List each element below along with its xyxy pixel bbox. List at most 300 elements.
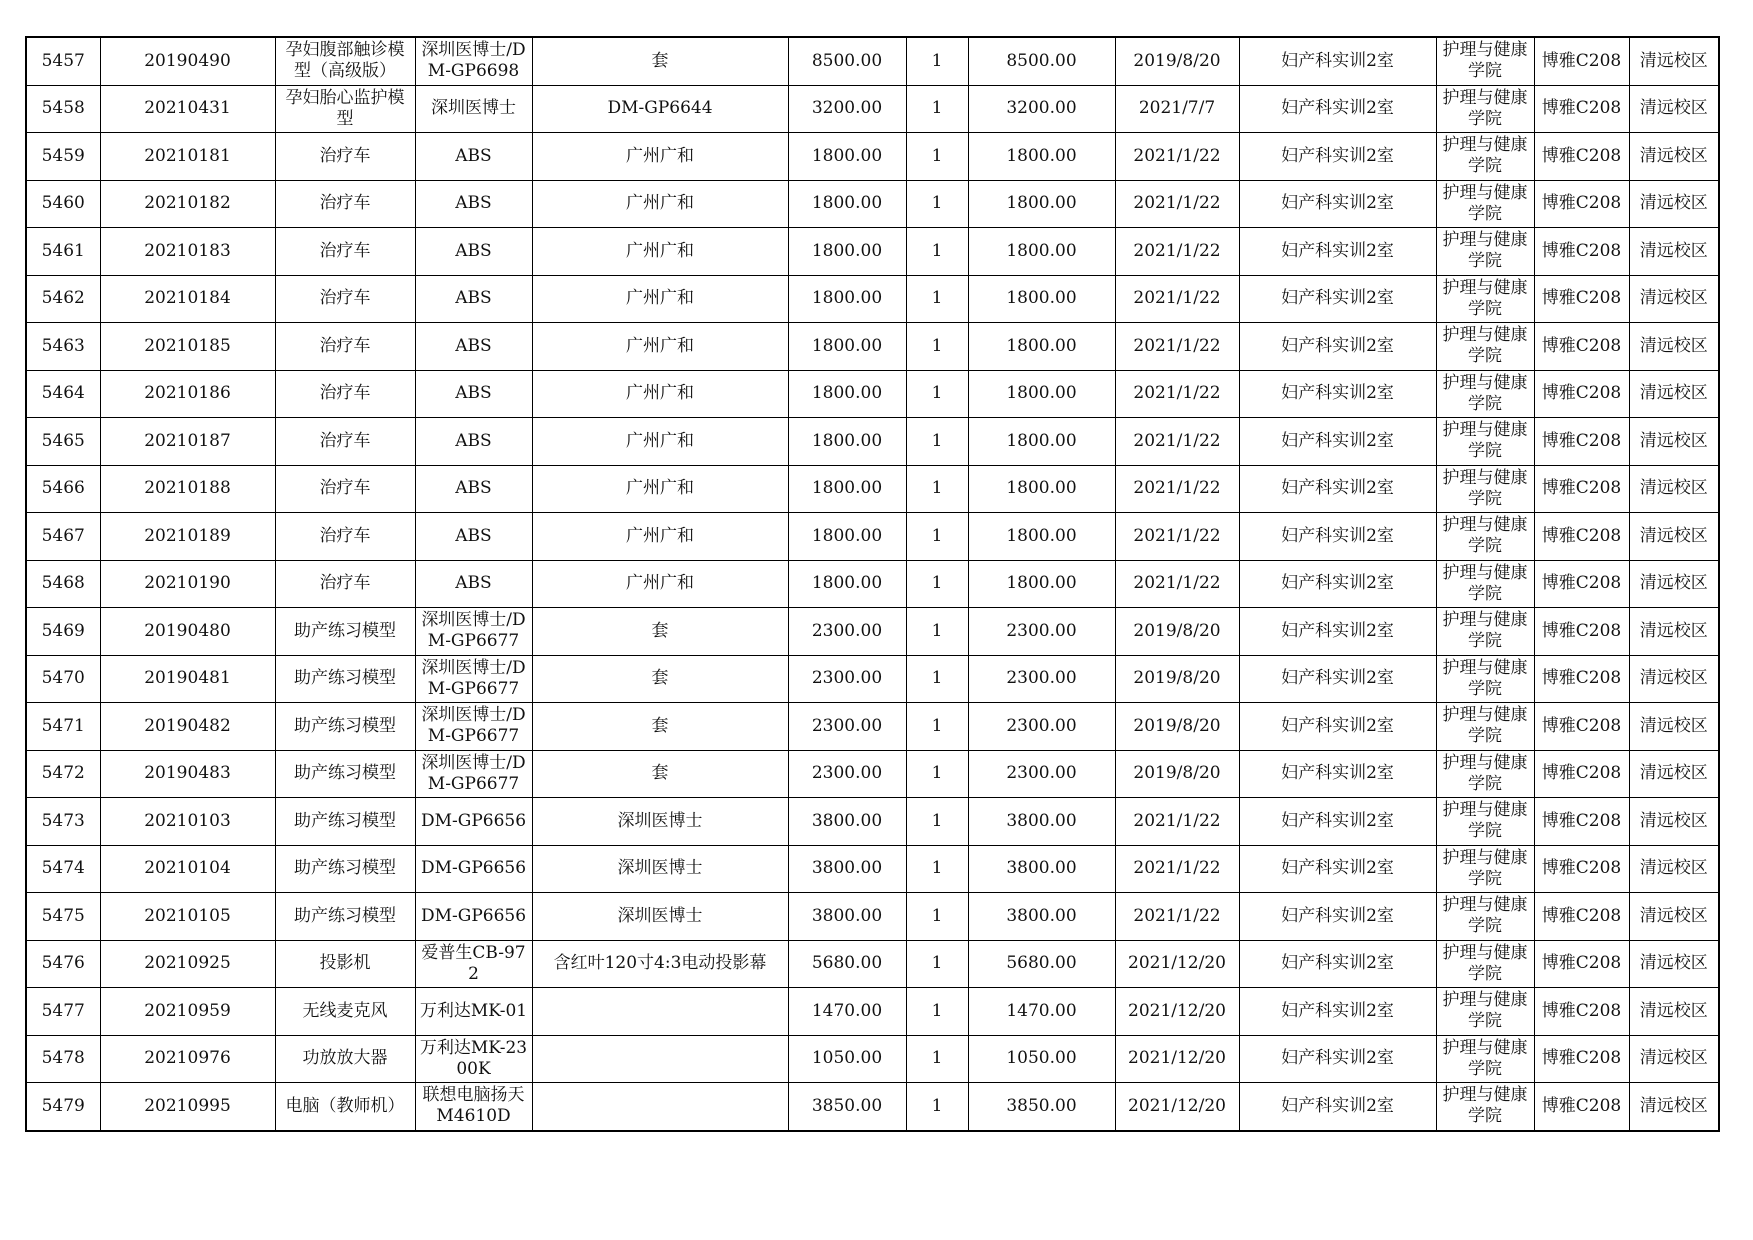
quantity-cell: 1 [906,750,968,798]
model-cell: 联想电脑扬天M4610D [415,1083,532,1131]
lab-room-cell: 妇产科实训2室 [1239,988,1436,1036]
table-row [26,180,1719,228]
spec-cell: 深圳医博士 [532,845,788,893]
spec-cell: 广州广和 [532,418,788,466]
location-cell: 博雅C208 [1534,893,1629,941]
purchase-date-cell: 2021/1/22 [1115,275,1239,323]
location-cell: 博雅C208 [1534,133,1629,181]
unit-price-cell: 1800.00 [788,418,906,466]
amount-cell: 5680.00 [968,940,1115,988]
asset-code-cell: 20210925 [100,940,275,988]
item-name-cell: 治疗车 [275,323,415,371]
location-cell: 博雅C208 [1534,465,1629,513]
model-cell: ABS [415,323,532,371]
location-cell: 博雅C208 [1534,560,1629,608]
purchase-date-cell: 2019/8/20 [1115,37,1239,85]
item-name-cell: 治疗车 [275,560,415,608]
item-name-cell: 助产练习模型 [275,608,415,656]
unit-price-cell: 2300.00 [788,750,906,798]
table-row [26,798,1719,846]
model-cell: 深圳医博士/DM-GP6677 [415,703,532,751]
table-row [26,37,1719,85]
amount-cell: 1800.00 [968,180,1115,228]
unit-price-cell: 2300.00 [788,608,906,656]
spec-cell: 广州广和 [532,560,788,608]
campus-cell: 清远校区 [1629,85,1719,133]
inventory-sheet [25,36,1720,1132]
unit-price-cell: 8500.00 [788,37,906,85]
model-cell: 深圳医博士/DM-GP6698 [415,37,532,85]
table-row [26,465,1719,513]
lab-room-cell: 妇产科实训2室 [1239,465,1436,513]
spec-cell: 广州广和 [532,275,788,323]
quantity-cell: 1 [906,465,968,513]
row-number-cell: 5467 [26,513,100,561]
campus-cell: 清远校区 [1629,1083,1719,1131]
row-number-cell: 5460 [26,180,100,228]
model-cell: ABS [415,180,532,228]
purchase-date-cell: 2021/12/20 [1115,1035,1239,1083]
table-body [26,37,1719,1131]
row-number-cell: 5472 [26,750,100,798]
model-cell: ABS [415,275,532,323]
amount-cell: 2300.00 [968,655,1115,703]
spec-cell: 广州广和 [532,323,788,371]
asset-code-cell: 20210190 [100,560,275,608]
amount-cell: 3200.00 [968,85,1115,133]
purchase-date-cell: 2021/12/20 [1115,1083,1239,1131]
campus-cell: 清远校区 [1629,180,1719,228]
amount-cell: 1470.00 [968,988,1115,1036]
model-cell: ABS [415,370,532,418]
unit-price-cell: 1800.00 [788,465,906,513]
lab-room-cell: 妇产科实训2室 [1239,1035,1436,1083]
asset-code-cell: 20210181 [100,133,275,181]
asset-code-cell: 20190482 [100,703,275,751]
unit-price-cell: 1800.00 [788,275,906,323]
model-cell: 深圳医博士/DM-GP6677 [415,608,532,656]
campus-cell: 清远校区 [1629,370,1719,418]
model-cell: ABS [415,560,532,608]
item-name-cell: 治疗车 [275,180,415,228]
lab-room-cell: 妇产科实训2室 [1239,798,1436,846]
purchase-date-cell: 2019/8/20 [1115,655,1239,703]
item-name-cell: 助产练习模型 [275,893,415,941]
item-name-cell: 治疗车 [275,275,415,323]
row-number-cell: 5463 [26,323,100,371]
department-cell: 护理与健康学院 [1436,750,1534,798]
item-name-cell: 功放放大器 [275,1035,415,1083]
amount-cell: 2300.00 [968,703,1115,751]
quantity-cell: 1 [906,228,968,276]
purchase-date-cell: 2021/1/22 [1115,798,1239,846]
amount-cell: 8500.00 [968,37,1115,85]
campus-cell: 清远校区 [1629,798,1719,846]
amount-cell: 1800.00 [968,370,1115,418]
item-name-cell: 投影机 [275,940,415,988]
quantity-cell: 1 [906,940,968,988]
quantity-cell: 1 [906,418,968,466]
campus-cell: 清远校区 [1629,465,1719,513]
quantity-cell: 1 [906,893,968,941]
location-cell: 博雅C208 [1534,1083,1629,1131]
table-row [26,1035,1719,1083]
amount-cell: 1800.00 [968,418,1115,466]
asset-code-cell: 20210976 [100,1035,275,1083]
campus-cell: 清远校区 [1629,513,1719,561]
lab-room-cell: 妇产科实训2室 [1239,750,1436,798]
item-name-cell: 治疗车 [275,465,415,513]
unit-price-cell: 5680.00 [788,940,906,988]
item-name-cell: 助产练习模型 [275,845,415,893]
campus-cell: 清远校区 [1629,703,1719,751]
location-cell: 博雅C208 [1534,940,1629,988]
unit-price-cell: 1800.00 [788,323,906,371]
spec-cell [532,988,788,1036]
model-cell: ABS [415,418,532,466]
item-name-cell: 助产练习模型 [275,798,415,846]
campus-cell: 清远校区 [1629,323,1719,371]
model-cell: 深圳医博士/DM-GP6677 [415,750,532,798]
lab-room-cell: 妇产科实训2室 [1239,323,1436,371]
model-cell: DM-GP6656 [415,893,532,941]
lab-room-cell: 妇产科实训2室 [1239,1083,1436,1131]
quantity-cell: 1 [906,560,968,608]
row-number-cell: 5479 [26,1083,100,1131]
department-cell: 护理与健康学院 [1436,893,1534,941]
asset-code-cell: 20190483 [100,750,275,798]
spec-cell: 深圳医博士 [532,893,788,941]
unit-price-cell: 3800.00 [788,893,906,941]
quantity-cell: 1 [906,655,968,703]
location-cell: 博雅C208 [1534,370,1629,418]
unit-price-cell: 1800.00 [788,228,906,276]
unit-price-cell: 3850.00 [788,1083,906,1131]
location-cell: 博雅C208 [1534,85,1629,133]
asset-code-cell: 20210995 [100,1083,275,1131]
table-row [26,988,1719,1036]
campus-cell: 清远校区 [1629,275,1719,323]
spec-cell: 广州广和 [532,465,788,513]
quantity-cell: 1 [906,703,968,751]
department-cell: 护理与健康学院 [1436,37,1534,85]
location-cell: 博雅C208 [1534,703,1629,751]
model-cell: 深圳医博士 [415,85,532,133]
spec-cell: DM-GP6644 [532,85,788,133]
campus-cell: 清远校区 [1629,560,1719,608]
table-row [26,133,1719,181]
purchase-date-cell: 2021/1/22 [1115,228,1239,276]
asset-code-cell: 20210182 [100,180,275,228]
table-row [26,845,1719,893]
purchase-date-cell: 2021/1/22 [1115,323,1239,371]
model-cell: 万利达MK-2300K [415,1035,532,1083]
location-cell: 博雅C208 [1534,323,1629,371]
lab-room-cell: 妇产科实训2室 [1239,418,1436,466]
purchase-date-cell: 2019/8/20 [1115,608,1239,656]
lab-room-cell: 妇产科实训2室 [1239,370,1436,418]
unit-price-cell: 1800.00 [788,560,906,608]
row-number-cell: 5471 [26,703,100,751]
table-row [26,940,1719,988]
campus-cell: 清远校区 [1629,228,1719,276]
purchase-date-cell: 2021/1/22 [1115,893,1239,941]
spec-cell: 含红叶120寸4:3电动投影幕 [532,940,788,988]
location-cell: 博雅C208 [1534,655,1629,703]
lab-room-cell: 妇产科实训2室 [1239,275,1436,323]
item-name-cell: 治疗车 [275,133,415,181]
amount-cell: 2300.00 [968,750,1115,798]
purchase-date-cell: 2021/1/22 [1115,180,1239,228]
department-cell: 护理与健康学院 [1436,370,1534,418]
amount-cell: 1800.00 [968,275,1115,323]
lab-room-cell: 妇产科实训2室 [1239,608,1436,656]
quantity-cell: 1 [906,180,968,228]
purchase-date-cell: 2021/12/20 [1115,940,1239,988]
lab-room-cell: 妇产科实训2室 [1239,37,1436,85]
model-cell: ABS [415,465,532,513]
table-row [26,1083,1719,1131]
row-number-cell: 5475 [26,893,100,941]
campus-cell: 清远校区 [1629,940,1719,988]
asset-code-cell: 20190490 [100,37,275,85]
asset-code-cell: 20210189 [100,513,275,561]
department-cell: 护理与健康学院 [1436,1083,1534,1131]
row-number-cell: 5459 [26,133,100,181]
department-cell: 护理与健康学院 [1436,703,1534,751]
lab-room-cell: 妇产科实训2室 [1239,560,1436,608]
lab-room-cell: 妇产科实训2室 [1239,893,1436,941]
purchase-date-cell: 2021/1/22 [1115,465,1239,513]
model-cell: 万利达MK-01 [415,988,532,1036]
asset-code-cell: 20210187 [100,418,275,466]
spec-cell: 广州广和 [532,228,788,276]
campus-cell: 清远校区 [1629,37,1719,85]
spec-cell: 广州广和 [532,370,788,418]
unit-price-cell: 3800.00 [788,845,906,893]
department-cell: 护理与健康学院 [1436,655,1534,703]
department-cell: 护理与健康学院 [1436,845,1534,893]
row-number-cell: 5470 [26,655,100,703]
lab-room-cell: 妇产科实训2室 [1239,180,1436,228]
asset-code-cell: 20210185 [100,323,275,371]
asset-code-cell: 20210104 [100,845,275,893]
unit-price-cell: 3200.00 [788,85,906,133]
department-cell: 护理与健康学院 [1436,85,1534,133]
item-name-cell: 助产练习模型 [275,703,415,751]
amount-cell: 1800.00 [968,560,1115,608]
row-number-cell: 5464 [26,370,100,418]
amount-cell: 2300.00 [968,608,1115,656]
spec-cell: 广州广和 [532,133,788,181]
purchase-date-cell: 2021/1/22 [1115,370,1239,418]
amount-cell: 1050.00 [968,1035,1115,1083]
location-cell: 博雅C208 [1534,180,1629,228]
department-cell: 护理与健康学院 [1436,275,1534,323]
table-row [26,513,1719,561]
table-row [26,418,1719,466]
quantity-cell: 1 [906,37,968,85]
row-number-cell: 5466 [26,465,100,513]
location-cell: 博雅C208 [1534,418,1629,466]
department-cell: 护理与健康学院 [1436,1035,1534,1083]
row-number-cell: 5458 [26,85,100,133]
lab-room-cell: 妇产科实训2室 [1239,228,1436,276]
item-name-cell: 孕妇腹部触诊模型（高级版） [275,37,415,85]
item-name-cell: 治疗车 [275,228,415,276]
table-row [26,560,1719,608]
spec-cell: 广州广和 [532,513,788,561]
purchase-date-cell: 2019/8/20 [1115,703,1239,751]
campus-cell: 清远校区 [1629,845,1719,893]
purchase-date-cell: 2021/1/22 [1115,560,1239,608]
purchase-date-cell: 2021/1/22 [1115,513,1239,561]
model-cell: ABS [415,513,532,561]
row-number-cell: 5476 [26,940,100,988]
department-cell: 护理与健康学院 [1436,228,1534,276]
quantity-cell: 1 [906,845,968,893]
row-number-cell: 5457 [26,37,100,85]
amount-cell: 3800.00 [968,845,1115,893]
table-row [26,275,1719,323]
item-name-cell: 助产练习模型 [275,750,415,798]
row-number-cell: 5473 [26,798,100,846]
location-cell: 博雅C208 [1534,37,1629,85]
model-cell: DM-GP6656 [415,798,532,846]
lab-room-cell: 妇产科实训2室 [1239,703,1436,751]
item-name-cell: 助产练习模型 [275,655,415,703]
asset-code-cell: 20210431 [100,85,275,133]
table-row [26,85,1719,133]
purchase-date-cell: 2021/12/20 [1115,988,1239,1036]
campus-cell: 清远校区 [1629,750,1719,798]
lab-room-cell: 妇产科实训2室 [1239,133,1436,181]
model-cell: 爱普生CB-972 [415,940,532,988]
lab-room-cell: 妇产科实训2室 [1239,845,1436,893]
model-cell: ABS [415,133,532,181]
amount-cell: 1800.00 [968,133,1115,181]
asset-code-cell: 20210103 [100,798,275,846]
location-cell: 博雅C208 [1534,845,1629,893]
inventory-table [25,36,1720,1132]
row-number-cell: 5462 [26,275,100,323]
campus-cell: 清远校区 [1629,893,1719,941]
row-number-cell: 5465 [26,418,100,466]
purchase-date-cell: 2021/1/22 [1115,418,1239,466]
unit-price-cell: 2300.00 [788,703,906,751]
department-cell: 护理与健康学院 [1436,418,1534,466]
campus-cell: 清远校区 [1629,655,1719,703]
campus-cell: 清远校区 [1629,608,1719,656]
quantity-cell: 1 [906,275,968,323]
table-row [26,323,1719,371]
item-name-cell: 治疗车 [275,370,415,418]
lab-room-cell: 妇产科实训2室 [1239,85,1436,133]
asset-code-cell: 20210183 [100,228,275,276]
spec-cell [532,1035,788,1083]
spec-cell: 套 [532,655,788,703]
campus-cell: 清远校区 [1629,1035,1719,1083]
location-cell: 博雅C208 [1534,513,1629,561]
campus-cell: 清远校区 [1629,988,1719,1036]
spec-cell: 套 [532,37,788,85]
department-cell: 护理与健康学院 [1436,608,1534,656]
purchase-date-cell: 2021/7/7 [1115,85,1239,133]
item-name-cell: 治疗车 [275,418,415,466]
amount-cell: 1800.00 [968,465,1115,513]
department-cell: 护理与健康学院 [1436,133,1534,181]
spec-cell: 套 [532,608,788,656]
model-cell: ABS [415,228,532,276]
quantity-cell: 1 [906,323,968,371]
table-row [26,893,1719,941]
quantity-cell: 1 [906,1083,968,1131]
department-cell: 护理与健康学院 [1436,560,1534,608]
quantity-cell: 1 [906,988,968,1036]
amount-cell: 3850.00 [968,1083,1115,1131]
table-row [26,655,1719,703]
row-number-cell: 5461 [26,228,100,276]
purchase-date-cell: 2019/8/20 [1115,750,1239,798]
table-row [26,608,1719,656]
item-name-cell: 无线麦克风 [275,988,415,1036]
unit-price-cell: 1800.00 [788,180,906,228]
quantity-cell: 1 [906,1035,968,1083]
amount-cell: 3800.00 [968,798,1115,846]
purchase-date-cell: 2021/1/22 [1115,133,1239,181]
table-row [26,750,1719,798]
asset-code-cell: 20190480 [100,608,275,656]
location-cell: 博雅C208 [1534,1035,1629,1083]
asset-code-cell: 20190481 [100,655,275,703]
quantity-cell: 1 [906,608,968,656]
quantity-cell: 1 [906,370,968,418]
amount-cell: 1800.00 [968,228,1115,276]
lab-room-cell: 妇产科实训2室 [1239,940,1436,988]
row-number-cell: 5468 [26,560,100,608]
department-cell: 护理与健康学院 [1436,323,1534,371]
amount-cell: 3800.00 [968,893,1115,941]
quantity-cell: 1 [906,798,968,846]
unit-price-cell: 2300.00 [788,655,906,703]
campus-cell: 清远校区 [1629,133,1719,181]
item-name-cell: 治疗车 [275,513,415,561]
department-cell: 护理与健康学院 [1436,465,1534,513]
location-cell: 博雅C208 [1534,798,1629,846]
department-cell: 护理与健康学院 [1436,513,1534,561]
asset-code-cell: 20210105 [100,893,275,941]
location-cell: 博雅C208 [1534,608,1629,656]
model-cell: DM-GP6656 [415,845,532,893]
spec-cell: 套 [532,703,788,751]
unit-price-cell: 1470.00 [788,988,906,1036]
spec-cell: 套 [532,750,788,798]
department-cell: 护理与健康学院 [1436,940,1534,988]
asset-code-cell: 20210184 [100,275,275,323]
location-cell: 博雅C208 [1534,228,1629,276]
department-cell: 护理与健康学院 [1436,988,1534,1036]
table-row [26,703,1719,751]
quantity-cell: 1 [906,513,968,561]
location-cell: 博雅C208 [1534,988,1629,1036]
asset-code-cell: 20210959 [100,988,275,1036]
lab-room-cell: 妇产科实训2室 [1239,513,1436,561]
table-row [26,228,1719,276]
unit-price-cell: 1800.00 [788,513,906,561]
row-number-cell: 5474 [26,845,100,893]
unit-price-cell: 1800.00 [788,133,906,181]
asset-code-cell: 20210188 [100,465,275,513]
